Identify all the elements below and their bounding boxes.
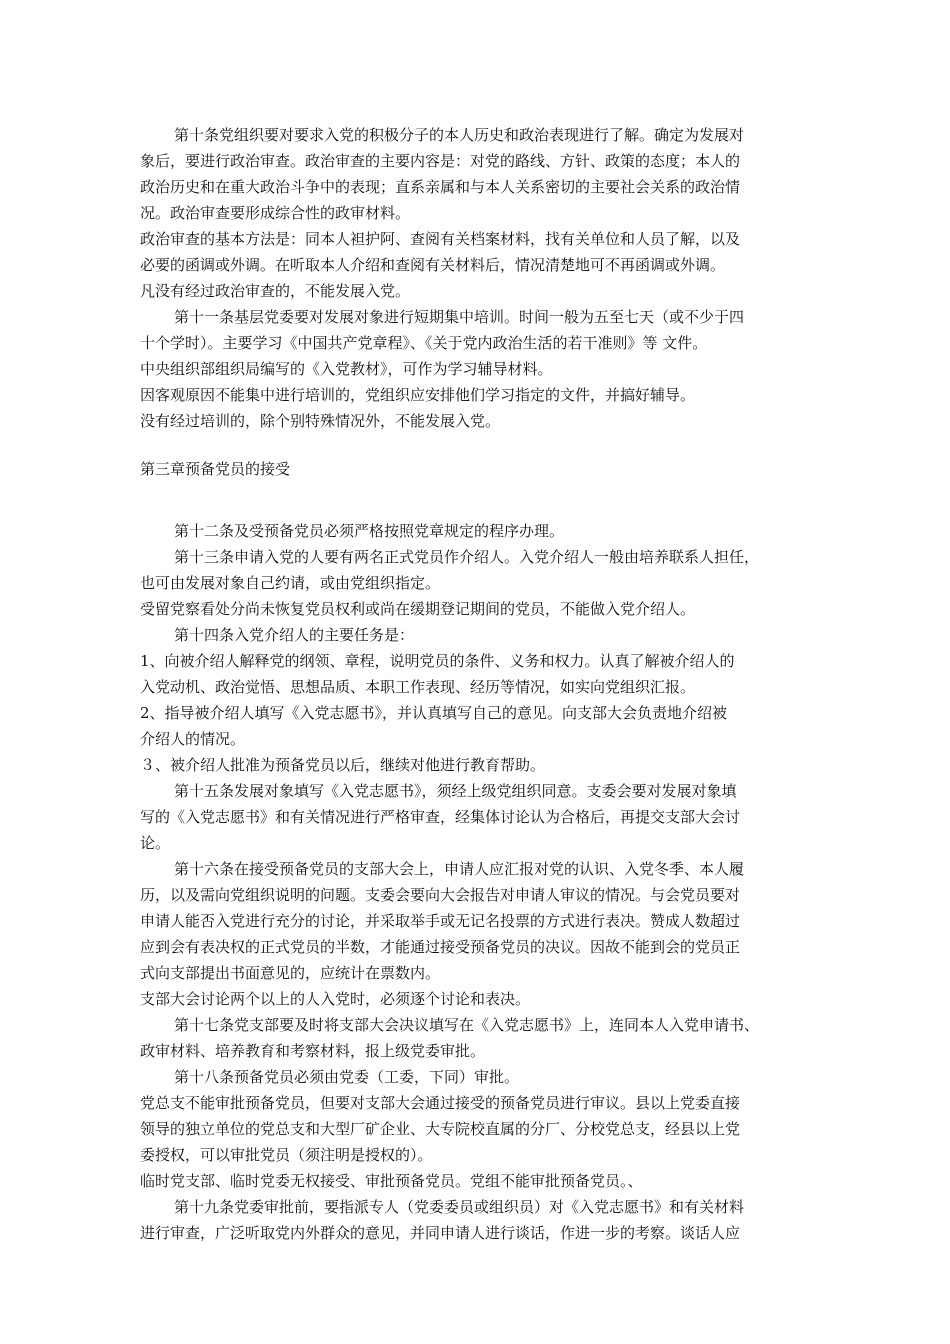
paragraph-line: 式向支部提出书面意见的，应统计在票数内。 — [140, 964, 441, 982]
paragraph-line: 临时党支部、临时党委无权接受、审批预备党员。党组不能审批预备党员。、 — [140, 1172, 643, 1190]
spacer — [140, 434, 828, 456]
paragraph-line: 十个学时）。主要学习《中国共产党章程》、《关于党内政治生活的若干准则》等 文件。 — [140, 334, 708, 352]
paragraph-line: 进行审查，广泛听取党内外群众的意见，并同申请人进行谈话，作进一步的考察。谈话人应 — [140, 1224, 741, 1242]
paragraph-line: ３、被介绍人批准为预备党员以后，继续对他进行教育帮助。 — [140, 756, 546, 774]
paragraph-line: 第十七条党支部要及时将支部大会决议填写在《入党志愿书》上，连同本人入党申请书、 — [174, 1016, 760, 1034]
paragraph-line: 论。 — [140, 834, 171, 852]
paragraph-line: 象后，要进行政治审查。政治审查的主要内容是：对党的路线、方针、政策的态度；本人的 — [140, 152, 741, 170]
paragraph-line: 政审材料、培养教育和考察材料，报上级党委审批。 — [140, 1042, 486, 1060]
paragraph-line: 领导的独立单位的党总支和大型厂矿企业、大专院校直属的分厂、分校党总支，经县以上党 — [140, 1120, 741, 1138]
chapter-heading: 第三章预备党员的接受 — [140, 460, 291, 478]
paragraph-line: 第十六条在接受预备党员的支部大会上，申请人应汇报对党的认识、入党冬季、本人履 — [174, 860, 745, 878]
paragraph-line: 第十条党组织要对要求入党的积极分子的本人历史和政治表现进行了解。确定为发展对 — [174, 126, 745, 144]
paragraph-line: 写的《入党志愿书》和有关情况进行严格审查，经集体讨论认为合格后，再提交支部大会讨 — [140, 808, 741, 826]
paragraph-line: 也可由发展对象自己约请，或由党组织指定。 — [140, 574, 441, 592]
paragraph-line: 委授权，可以审批党员（须注明是授权的）。 — [140, 1146, 433, 1164]
document-page — [140, 122, 828, 1246]
paragraph-line: 第十四条入党介绍人的主要任务是： — [174, 626, 415, 644]
paragraph-line: 第十二条及受预备党员必须严格按照党章规定的程序办理。 — [174, 522, 565, 540]
paragraph-line: 介绍人的情况。 — [140, 730, 246, 748]
paragraph-line: 政治审查的基本方法是：同本人袒护阿、查阅有关档案材料，找有关单位和人员了解，以及 — [140, 230, 741, 248]
paragraph-line: 党总支不能审批预备党员，但要对支部大会通过接受的预备党员进行审议。县以上党委直接 — [140, 1094, 741, 1112]
paragraph-line: 受留党察看处分尚未恢复党员权利或尚在缓期登记期间的党员，不能做入党介绍人。 — [140, 600, 696, 618]
paragraph-line: 2、指导被介绍人填写《入党志愿书》，并认真填写自己的意见。向支部大会负责地介绍被 — [140, 704, 728, 722]
paragraph-line: 因客观原因不能集中进行培训的，党组织应安排他们学习指定的文件，并搞好辅导。 — [140, 386, 696, 404]
paragraph-line: 凡没有经过政治审查的，不能发展入党。 — [140, 282, 411, 300]
spacer — [140, 482, 828, 518]
paragraph-line: 应到会有表决权的正式党员的半数，才能通过接受预备党员的决议。因故不能到会的党员正 — [140, 938, 741, 956]
paragraph-line: 必要的函调或外调。在听取本人介绍和查阅有关材料后，情况清楚地可不再函调或外调。 — [140, 256, 726, 274]
paragraph-line: 入党动机、政治觉悟、思想品质、本职工作表现、经历等情况，如实向党组织汇报。 — [140, 678, 696, 696]
paragraph-line: 没有经过培训的，除个别特殊情况外，不能发展入党。 — [140, 412, 501, 430]
paragraph-line: 第十五条发展对象填写《入党志愿书》，须经上级党组织同意。支委会要对发展对象填 — [174, 782, 737, 800]
paragraph-line: 历，以及需向党组织说明的问题。支委会要向大会报告对申请人审议的情况。与会党员要对 — [140, 886, 741, 904]
paragraph-line: 第十九条党委审批前，要指派专人（党委委员或组织员）对《入党志愿书》和有关材料 — [174, 1198, 745, 1216]
paragraph-line: 支部大会讨论两个以上的人入党时，必须逐个讨论和表决。 — [140, 990, 531, 1008]
paragraph-line: 1、向被介绍人解释党的纲领、章程，说明党员的条件、义务和权力。认真了解被介绍人的 — [140, 652, 735, 670]
section-chapter-two-articles — [140, 122, 828, 434]
paragraph-line: 第十三条申请入党的人要有两名正式党员作介绍人。入党介绍人一般由培养联系人担任， — [174, 548, 760, 566]
paragraph-line: 第十一条基层党委要对发展对象进行短期集中培训。时间一般为五至七天（或不少于四 — [174, 308, 745, 326]
section-chapter-three-articles — [140, 518, 828, 1246]
paragraph-line: 申请人能否入党进行充分的讨论，并采取举手或无记名投票的方式进行表决。赞成人数超过 — [140, 912, 741, 930]
paragraph-line: 第十八条预备党员必须由党委（工委，下同）审批。 — [174, 1068, 520, 1086]
paragraph-line: 政治历史和在重大政治斗争中的表现；直系亲属和与本人关系密切的主要社会关系的政治情 — [140, 178, 741, 196]
paragraph-line: 况。政治审查要形成综合性的政审材料。 — [140, 204, 411, 222]
paragraph-line: 中央组织部组织局编写的《入党教材》，可作为学习辅导材料。 — [140, 360, 553, 378]
